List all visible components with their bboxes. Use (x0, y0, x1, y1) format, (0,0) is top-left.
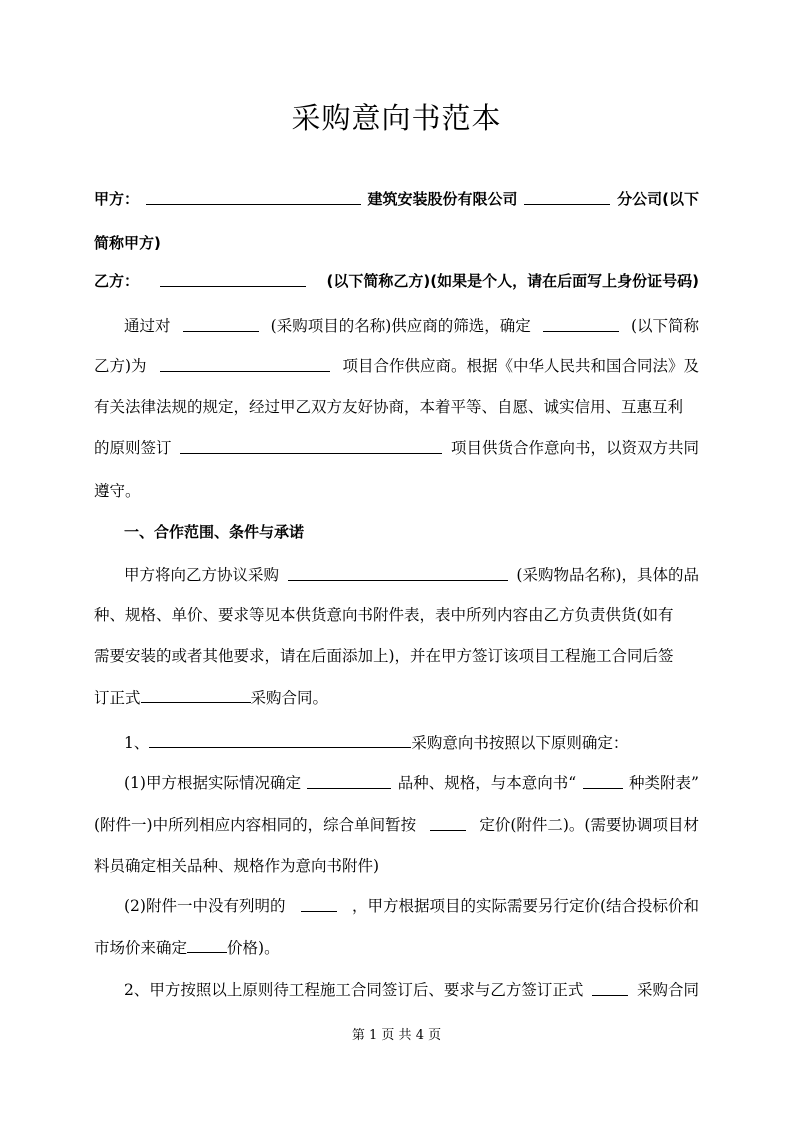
section-line-1 (124, 562, 699, 588)
text: 遵守。 (94, 482, 141, 500)
blank-field (524, 186, 610, 205)
section-line-2 (94, 602, 699, 628)
intro-line-5 (94, 478, 699, 504)
text: 种类附表” (629, 774, 699, 792)
text: 市场价来确定 (94, 939, 188, 957)
text: 定价(附件二)。(需要协调项目材 (479, 816, 699, 834)
party-b-note: (以下简称乙方)(如果是个人，请在后面写上身份证号码) (326, 272, 699, 290)
blank-field (160, 268, 306, 287)
text: 需要安装的或者其他要求，请在后面添加上)，并在甲方签订该项目工程施工合同后签 (94, 647, 674, 665)
party-a-cont: 简称甲方) (94, 234, 161, 252)
sub-1-line-3 (94, 853, 699, 879)
intro-line-3 (94, 394, 699, 420)
blank-field (430, 812, 466, 831)
text: 2、甲方按照以上原则待工程施工合同签订后、要求与乙方签订正式 (124, 981, 584, 999)
blank-field (543, 313, 619, 332)
text: (以下简称 (630, 317, 699, 335)
item-2-line (124, 977, 699, 1003)
page-number: 第 1 页 共 4 页 (351, 1028, 442, 1043)
text: 订正式 (94, 689, 141, 707)
blank-field (583, 770, 623, 789)
section-line-3 (94, 643, 699, 669)
item-1-line (124, 729, 699, 755)
text: 种、规格、单价、要求等见本供货意向书附件表，表中所列内容由乙方负责供货(如有 (94, 606, 674, 624)
blank-field (307, 770, 391, 789)
text: (1)甲方根据实际情况确定 (124, 774, 301, 792)
intro-line-1 (124, 313, 699, 339)
party-a-line (94, 186, 699, 212)
intro-line-4 (94, 435, 699, 461)
party-b-label: 乙方： (94, 272, 140, 290)
sub-1-line-1 (124, 770, 699, 796)
blank-field (141, 684, 251, 703)
blank-field (187, 934, 227, 953)
section-heading-text: 一、合作范围、条件与承诺 (124, 523, 305, 541)
blank-field (180, 435, 442, 454)
text: (附件一)中所列相应内容相同的，综合单间暂按 (94, 816, 417, 834)
blank-field (160, 353, 330, 372)
blank-field (288, 562, 508, 581)
sub-1-line-2 (94, 812, 699, 838)
text: ，甲方根据项目的实际需要另行定价(结合投标价和 (351, 897, 699, 915)
text: 项目合作供应商。根据《中华人民共和国合同法》及 (342, 357, 699, 375)
blank-field (149, 729, 411, 748)
section-line-4 (94, 684, 699, 710)
text: 乙方)为 (94, 357, 147, 375)
party-a-cont-line (94, 230, 699, 256)
text: (2)附件一中没有列明的 (124, 897, 286, 915)
text: 采购意向书按照以下原则确定： (411, 734, 629, 752)
section-heading (124, 519, 699, 545)
blank-field (592, 977, 628, 996)
text: (采购物品名称)，具体的品 (516, 566, 699, 584)
text: 品种、规格，与本意向书“ (397, 774, 577, 792)
party-a-branch: 分公司(以下 (617, 190, 699, 208)
text: 甲方将向乙方协议采购 (124, 566, 280, 584)
document-title: 采购意向书范本 (291, 101, 502, 135)
blank-field (146, 186, 361, 205)
party-b-line (94, 268, 699, 294)
text: 项目供货合作意向书，以资双方共同 (450, 439, 699, 457)
text: 采购合同 (636, 981, 699, 999)
text: 1、 (124, 734, 150, 752)
party-a-company: 建筑安装股份有限公司 (367, 190, 518, 208)
sub-2-line-1 (124, 893, 699, 919)
text: 价格)。 (227, 939, 280, 957)
sub-2-line-2 (94, 934, 699, 960)
blank-field (301, 893, 337, 912)
text: 的原则签订 (94, 439, 172, 457)
text: 料员确定相关品种、规格作为意向书附件) (94, 857, 380, 875)
text: 通过对 (124, 317, 171, 335)
blank-field (183, 313, 259, 332)
party-a-label: 甲方： (94, 190, 140, 208)
intro-line-2 (94, 353, 699, 379)
text: (采购项目的名称)供应商的筛选，确定 (270, 317, 531, 335)
text: 有关法律法规的规定，经过甲乙双方友好协商，本着平等、自愿、诚实信用、互惠互利 (94, 398, 684, 416)
text: 采购合同。 (250, 689, 329, 707)
